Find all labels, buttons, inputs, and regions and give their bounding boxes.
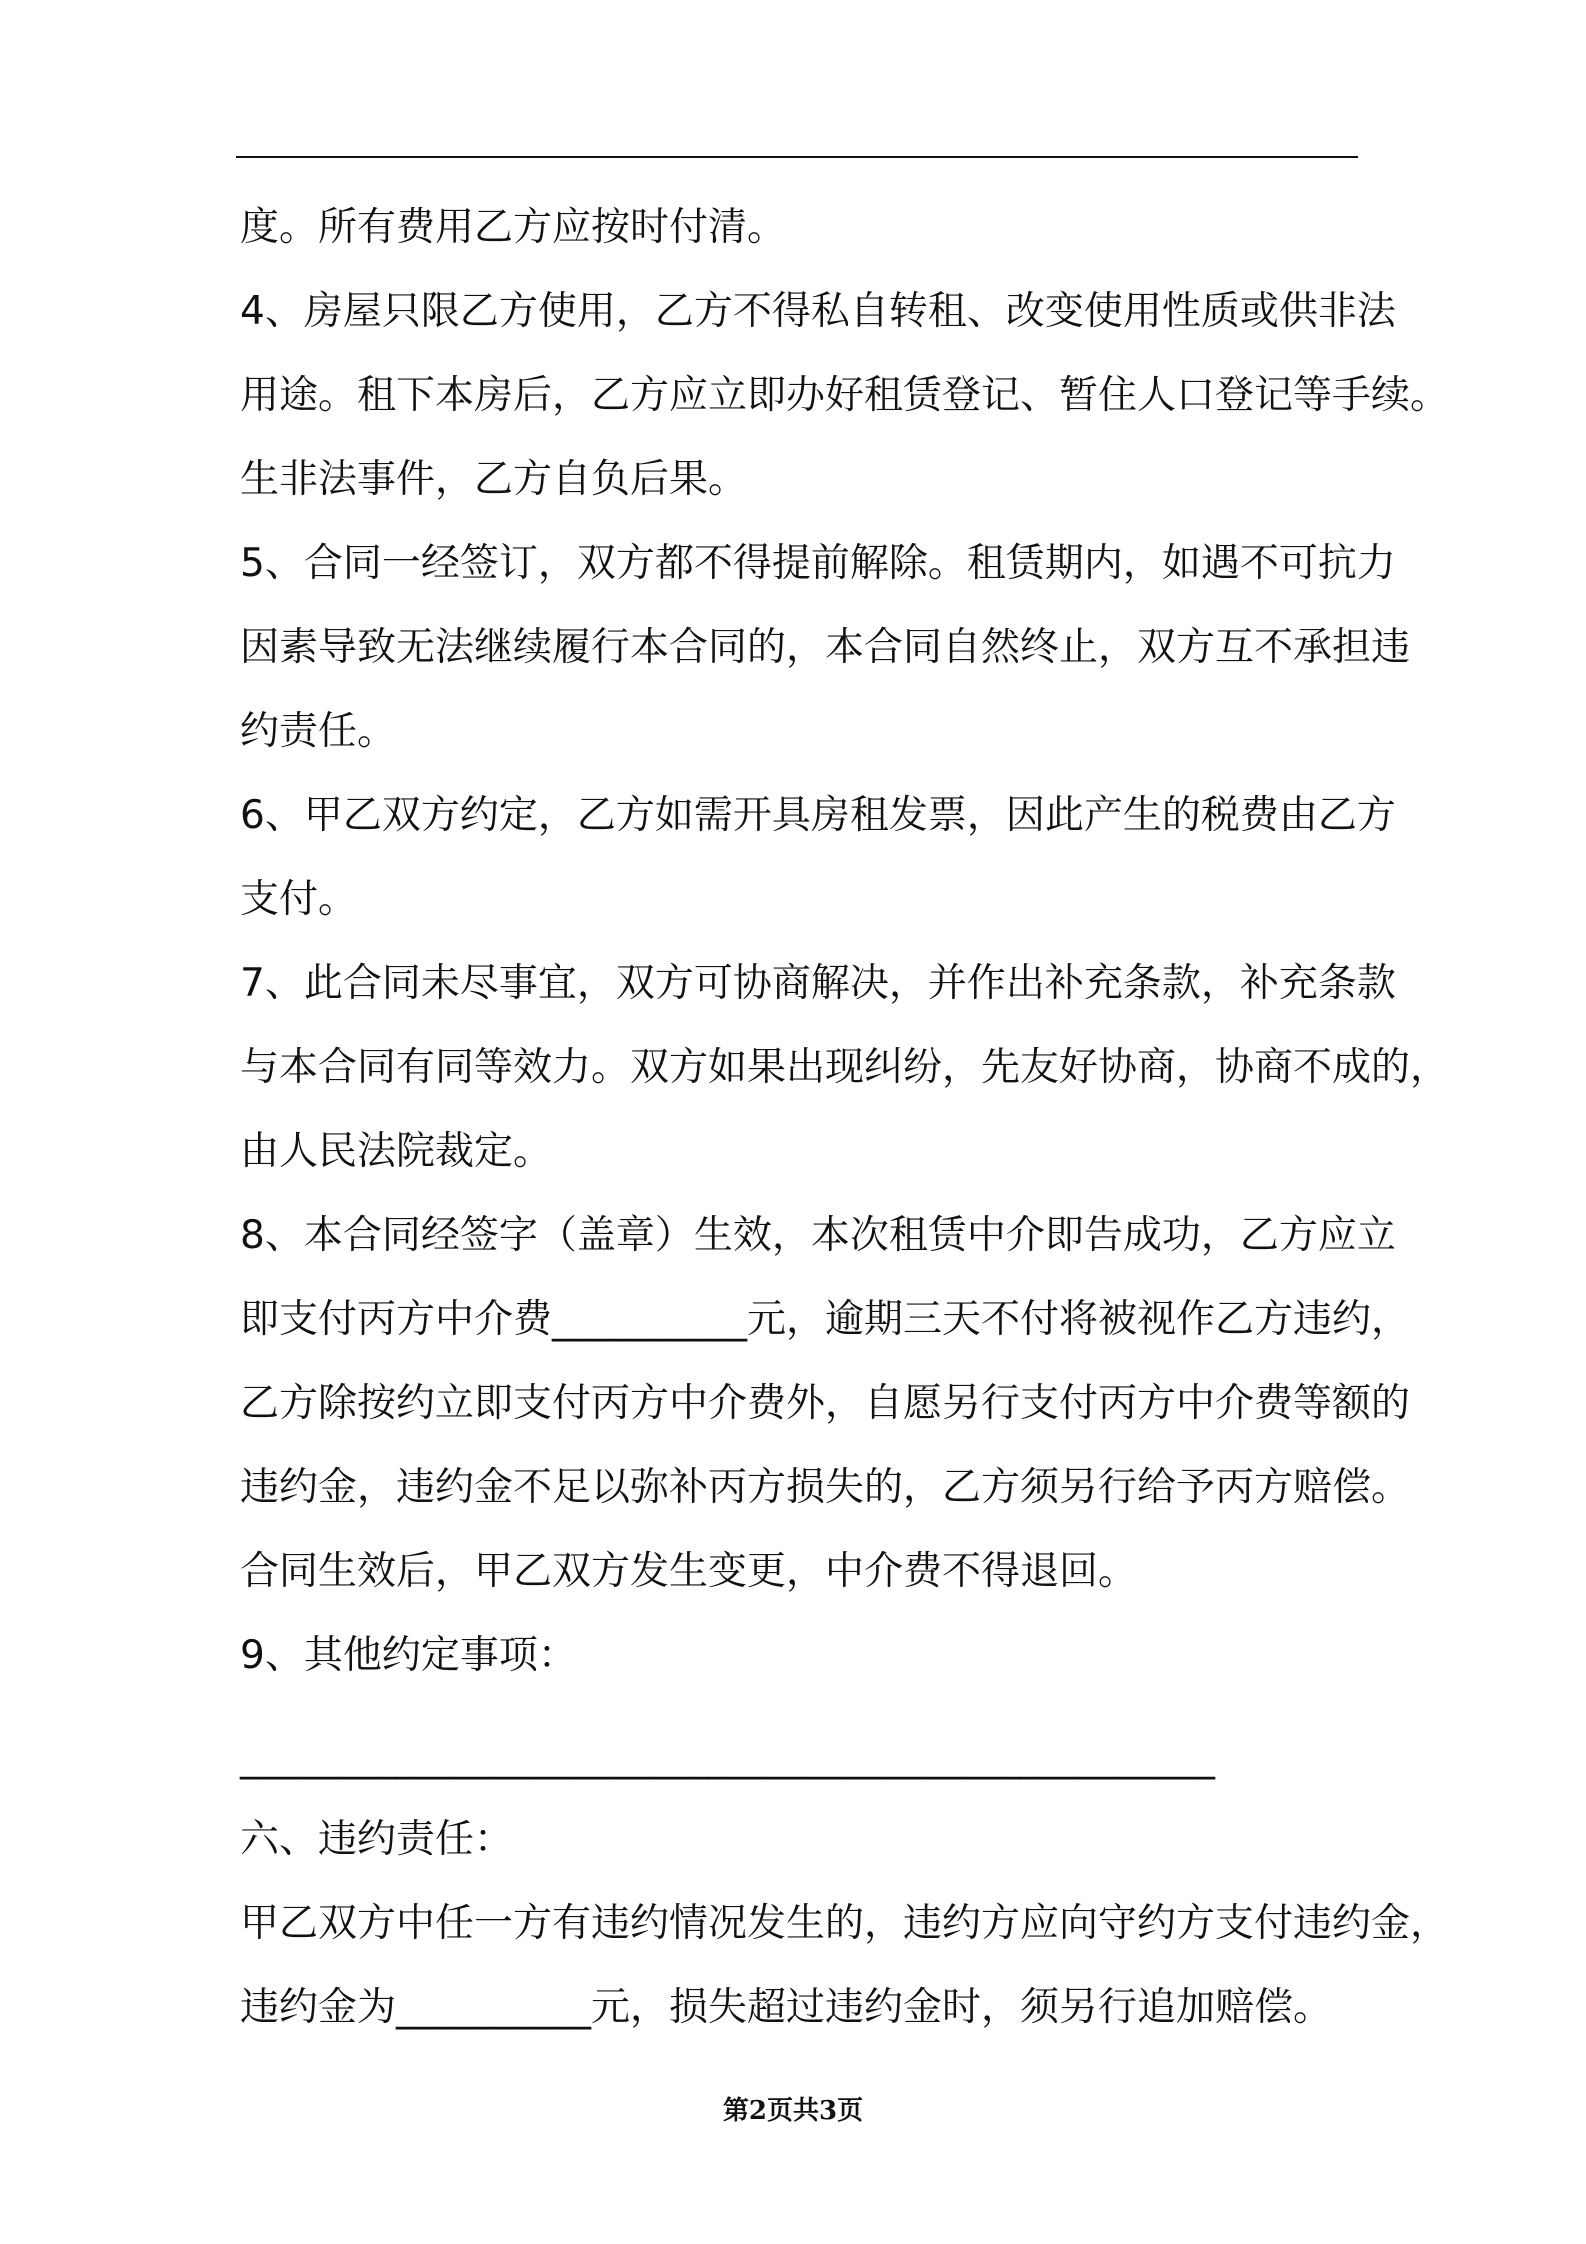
section-heading: 六、违约责任： (240, 1817, 514, 1862)
contract-body (240, 186, 1450, 2050)
text-line: 7、此合同未尽事宜，双方可协商解决，并作出补充条款，补充条款 (240, 961, 1396, 1006)
text-line: 8、本合同经签字（盖章）生效，本次租赁中介即告成功，乙方应立 (240, 1213, 1396, 1258)
text-line: 乙方除按约立即支付丙方中介费外，自愿另行支付丙方中介费等额的 (240, 1381, 1411, 1426)
blank-fill-line: __________________________________________________ (240, 1735, 1215, 1780)
text-line: 合同生效后，甲乙双方发生变更，中介费不得退回。 (240, 1549, 1138, 1594)
text-line: 与本合同有同等效力。双方如果出现纠纷，先友好协商，协商不成的， (240, 1045, 1450, 1090)
text-line: 用途。租下本房后，乙方应立即办好租赁登记、暂住人口登记等手续。 (240, 373, 1450, 418)
text-line: 度。所有费用乙方应按时付清。 (240, 205, 787, 250)
text-line: 9、其他约定事项： (240, 1633, 577, 1678)
text-line: 甲乙双方中任一方有违约情况发生的，违约方应向守约方支付违约金， (240, 1901, 1450, 1946)
text-line: 约责任。 (240, 709, 397, 754)
text-line: 违约金为__________元，损失超过违约金时，须另行追加赔偿。 (240, 1985, 1333, 2030)
page-number: 第2页共3页 (722, 2096, 864, 2126)
text-line: 生非法事件，乙方自负后果。 (240, 457, 748, 502)
text-line: 由人民法院裁定。 (240, 1129, 553, 1174)
text-line: 因素导致无法继续履行本合同的，本合同自然终止，双方互不承担违 (240, 625, 1411, 670)
text-line: 4、房屋只限乙方使用，乙方不得私自转租、改变使用性质或供非法 (240, 289, 1396, 334)
text-line: 违约金，违约金不足以弥补丙方损失的，乙方须另行给予丙方赔偿。 (240, 1465, 1411, 1510)
text-line: 即支付丙方中介费__________元，逾期三天不付将被视作乙方违约， (240, 1297, 1411, 1342)
text-line: 5、合同一经签订，双方都不得提前解除。租赁期内，如遇不可抗力 (240, 541, 1396, 586)
text-line: 6、甲乙双方约定，乙方如需开具房租发票，因此产生的税费由乙方 (240, 793, 1396, 838)
text-line: 支付。 (240, 877, 358, 922)
header-rule (236, 156, 1358, 158)
